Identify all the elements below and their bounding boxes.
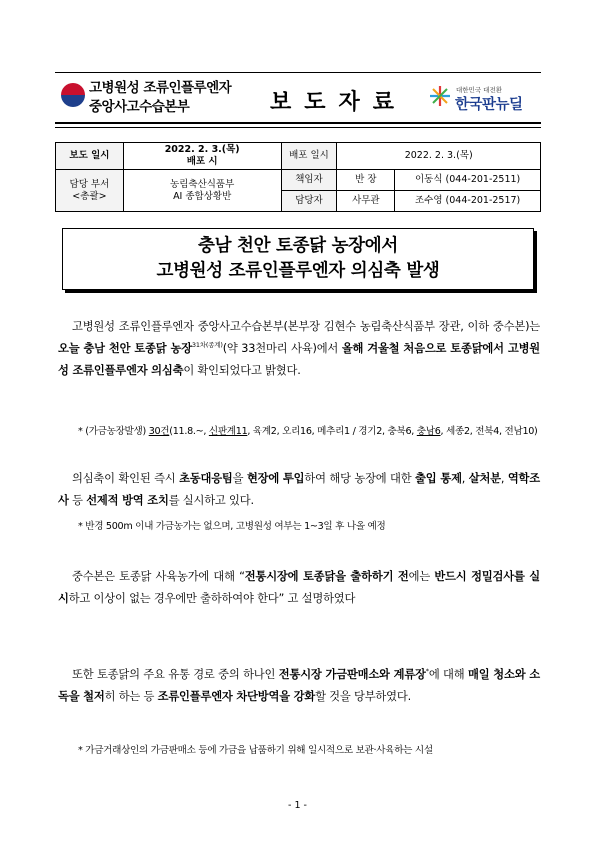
page-number: - 1 - [288, 800, 307, 811]
report-date-cell [123, 143, 281, 170]
p2-bold-deploy: 현장에 투입 [246, 472, 305, 485]
p3-text-c: 에는 [408, 570, 435, 583]
responsible-title: 반 장 [337, 170, 395, 191]
note1-total: 30건 [148, 426, 170, 437]
paragraph-1 [58, 316, 540, 382]
dept-label-cell [56, 170, 124, 212]
p1-superscript: 31차(종계) [191, 341, 223, 350]
korean-new-deal-logo-icon [429, 85, 451, 107]
dept-label: 담당 부서 [69, 178, 110, 190]
brand-name: 한국판뉴딜 [455, 97, 523, 113]
contact-title: 사무관 [337, 191, 395, 212]
header-rule [55, 122, 541, 124]
p3-bold-inspection: 반드시 정밀검사를 실시 [58, 570, 541, 605]
contact-name: 조수영 (044-201-2517) [395, 191, 541, 212]
dept-value-cell [123, 170, 281, 212]
release-info-table [55, 142, 541, 212]
p1-bold-finding: 올해 겨울철 처음으로 토종닭에서 고병원성 조류인플루엔자 의심축 [58, 342, 540, 377]
p2-comma-1: , [461, 472, 469, 485]
p2-comma-2: , [500, 472, 508, 485]
p3-bold-market: 전통시장에 토종닭을 출하하기 전 [244, 570, 409, 583]
p4-bold-biosecurity: 조류인플루엔자 차단방역을 강화 [157, 690, 316, 703]
responsible-name: 이동식 (044-201-2511) [395, 170, 541, 191]
distribution-date-label: 배포 일시 [281, 143, 337, 170]
p2-text-m: 를 실시하고 있다. [168, 494, 254, 507]
p2-text-e: 하여 해당 농장에 대한 [304, 472, 416, 485]
p1-bold-location: 오늘 충남 천안 토종닭 농장 [58, 342, 192, 355]
note1-text-g: , 세종2, 전북4, 전남10) [440, 426, 538, 437]
p4-text-a: 또한 토종닭의 주요 유통 경로 중의 하나인 [72, 668, 279, 681]
report-date-value: 2022. 2. 3.(목) [164, 144, 240, 155]
p2-text-a: 의심축이 확인된 즉시 [72, 472, 180, 485]
p4-bold-disinfection: 매일 청소와 소독을 철저 [58, 668, 541, 703]
p2-bold-access-control: 출입 통제 [415, 472, 462, 485]
note1-breeding: 신판계11 [208, 426, 248, 437]
p2-text-k: 등 [68, 494, 87, 507]
distribution-date-value: 2022. 2. 3.(목) [337, 143, 541, 170]
p4-superscript: * [425, 667, 429, 676]
p1-text-a: 고병원성 조류인플루엔자 중앙사고수습본부(본부장 김현수 농림축산식품부 장관, 이하 중수본)는 [72, 320, 540, 333]
paragraph-3 [58, 566, 540, 610]
p4-text-g: 할 것을 당부하였다. [315, 690, 411, 703]
p4-text-e: 히 하는 등 [104, 690, 158, 703]
p2-text-c: 을 [232, 472, 247, 485]
government-emblem-icon [61, 83, 85, 107]
p1-text-e: 이 확인되었다고 밝혔다. [183, 364, 301, 377]
headline-line1: 충남 천안 토종닭 농장에서 [197, 236, 399, 256]
footnote-facility: * 가금거래상인의 가금판매소 등에 가금을 납품하기 위해 일시적으로 보관·사육하는 시설 [78, 745, 433, 756]
brand-slogan: 대한민국 대전환 [456, 86, 503, 94]
agency-line1: 고병원성 조류인플루엔자 [89, 80, 232, 96]
headline-line2: 고병원성 조류인플루엔자 의심축 발생 [156, 261, 440, 281]
p4-bold-sales-outlets: 전통시장 가금판매소와 계류장 [278, 668, 426, 681]
report-date-sub: 배포 시 [186, 156, 218, 167]
note1-text-e: , 육계2, 오리16, 메추리1 / 경기2, 충북6, [247, 426, 417, 437]
footnote-outbreak-stats [78, 425, 538, 438]
press-release-header [55, 72, 541, 128]
p2-bold-team: 초동대응팀 [179, 472, 233, 485]
agency-name [89, 79, 231, 117]
p2-bold-epidemiology: 역학조사 [58, 472, 540, 507]
responsible-label: 책임자 [281, 170, 337, 191]
headline-box [62, 228, 534, 290]
note1-text-c: (11.8.~, [169, 426, 209, 437]
footnote-radius: * 반경 500m 이내 가금농가는 없으며, 고병원성 여부는 1~3일 후 나올 예정 [78, 521, 386, 532]
contact-label: 담당자 [281, 191, 337, 212]
dept-label-sub: <총괄> [72, 190, 107, 202]
agency-line2: 중앙사고수습본부 [89, 99, 190, 115]
dept-value: 농림축산식품부 [170, 178, 235, 190]
p3-text-e: 하고 이상이 없는 경우에만 출하하여야 한다” 고 설명하였다 [68, 592, 356, 605]
paragraph-2 [58, 468, 540, 512]
paragraph-4 [58, 664, 540, 708]
report-date-label: 보도 일시 [56, 143, 124, 170]
note1-prefix: * (가금농장발생) [78, 426, 149, 437]
note1-chungnam: 충남6 [416, 426, 441, 437]
p1-text-c: (약 33천마리 사육)에서 [222, 342, 342, 355]
p2-bold-preemptive: 선제적 방역 조치 [86, 494, 169, 507]
document-type-title: 보도자료 [270, 89, 408, 115]
dept-value-sub: AI 종합상황반 [173, 190, 232, 202]
p3-text-a: 중수본은 토종닭 사육농가에 대해 “ [72, 570, 245, 583]
p4-text-c: 에 대해 [428, 668, 469, 681]
p2-bold-culling: 살처분 [468, 472, 501, 485]
